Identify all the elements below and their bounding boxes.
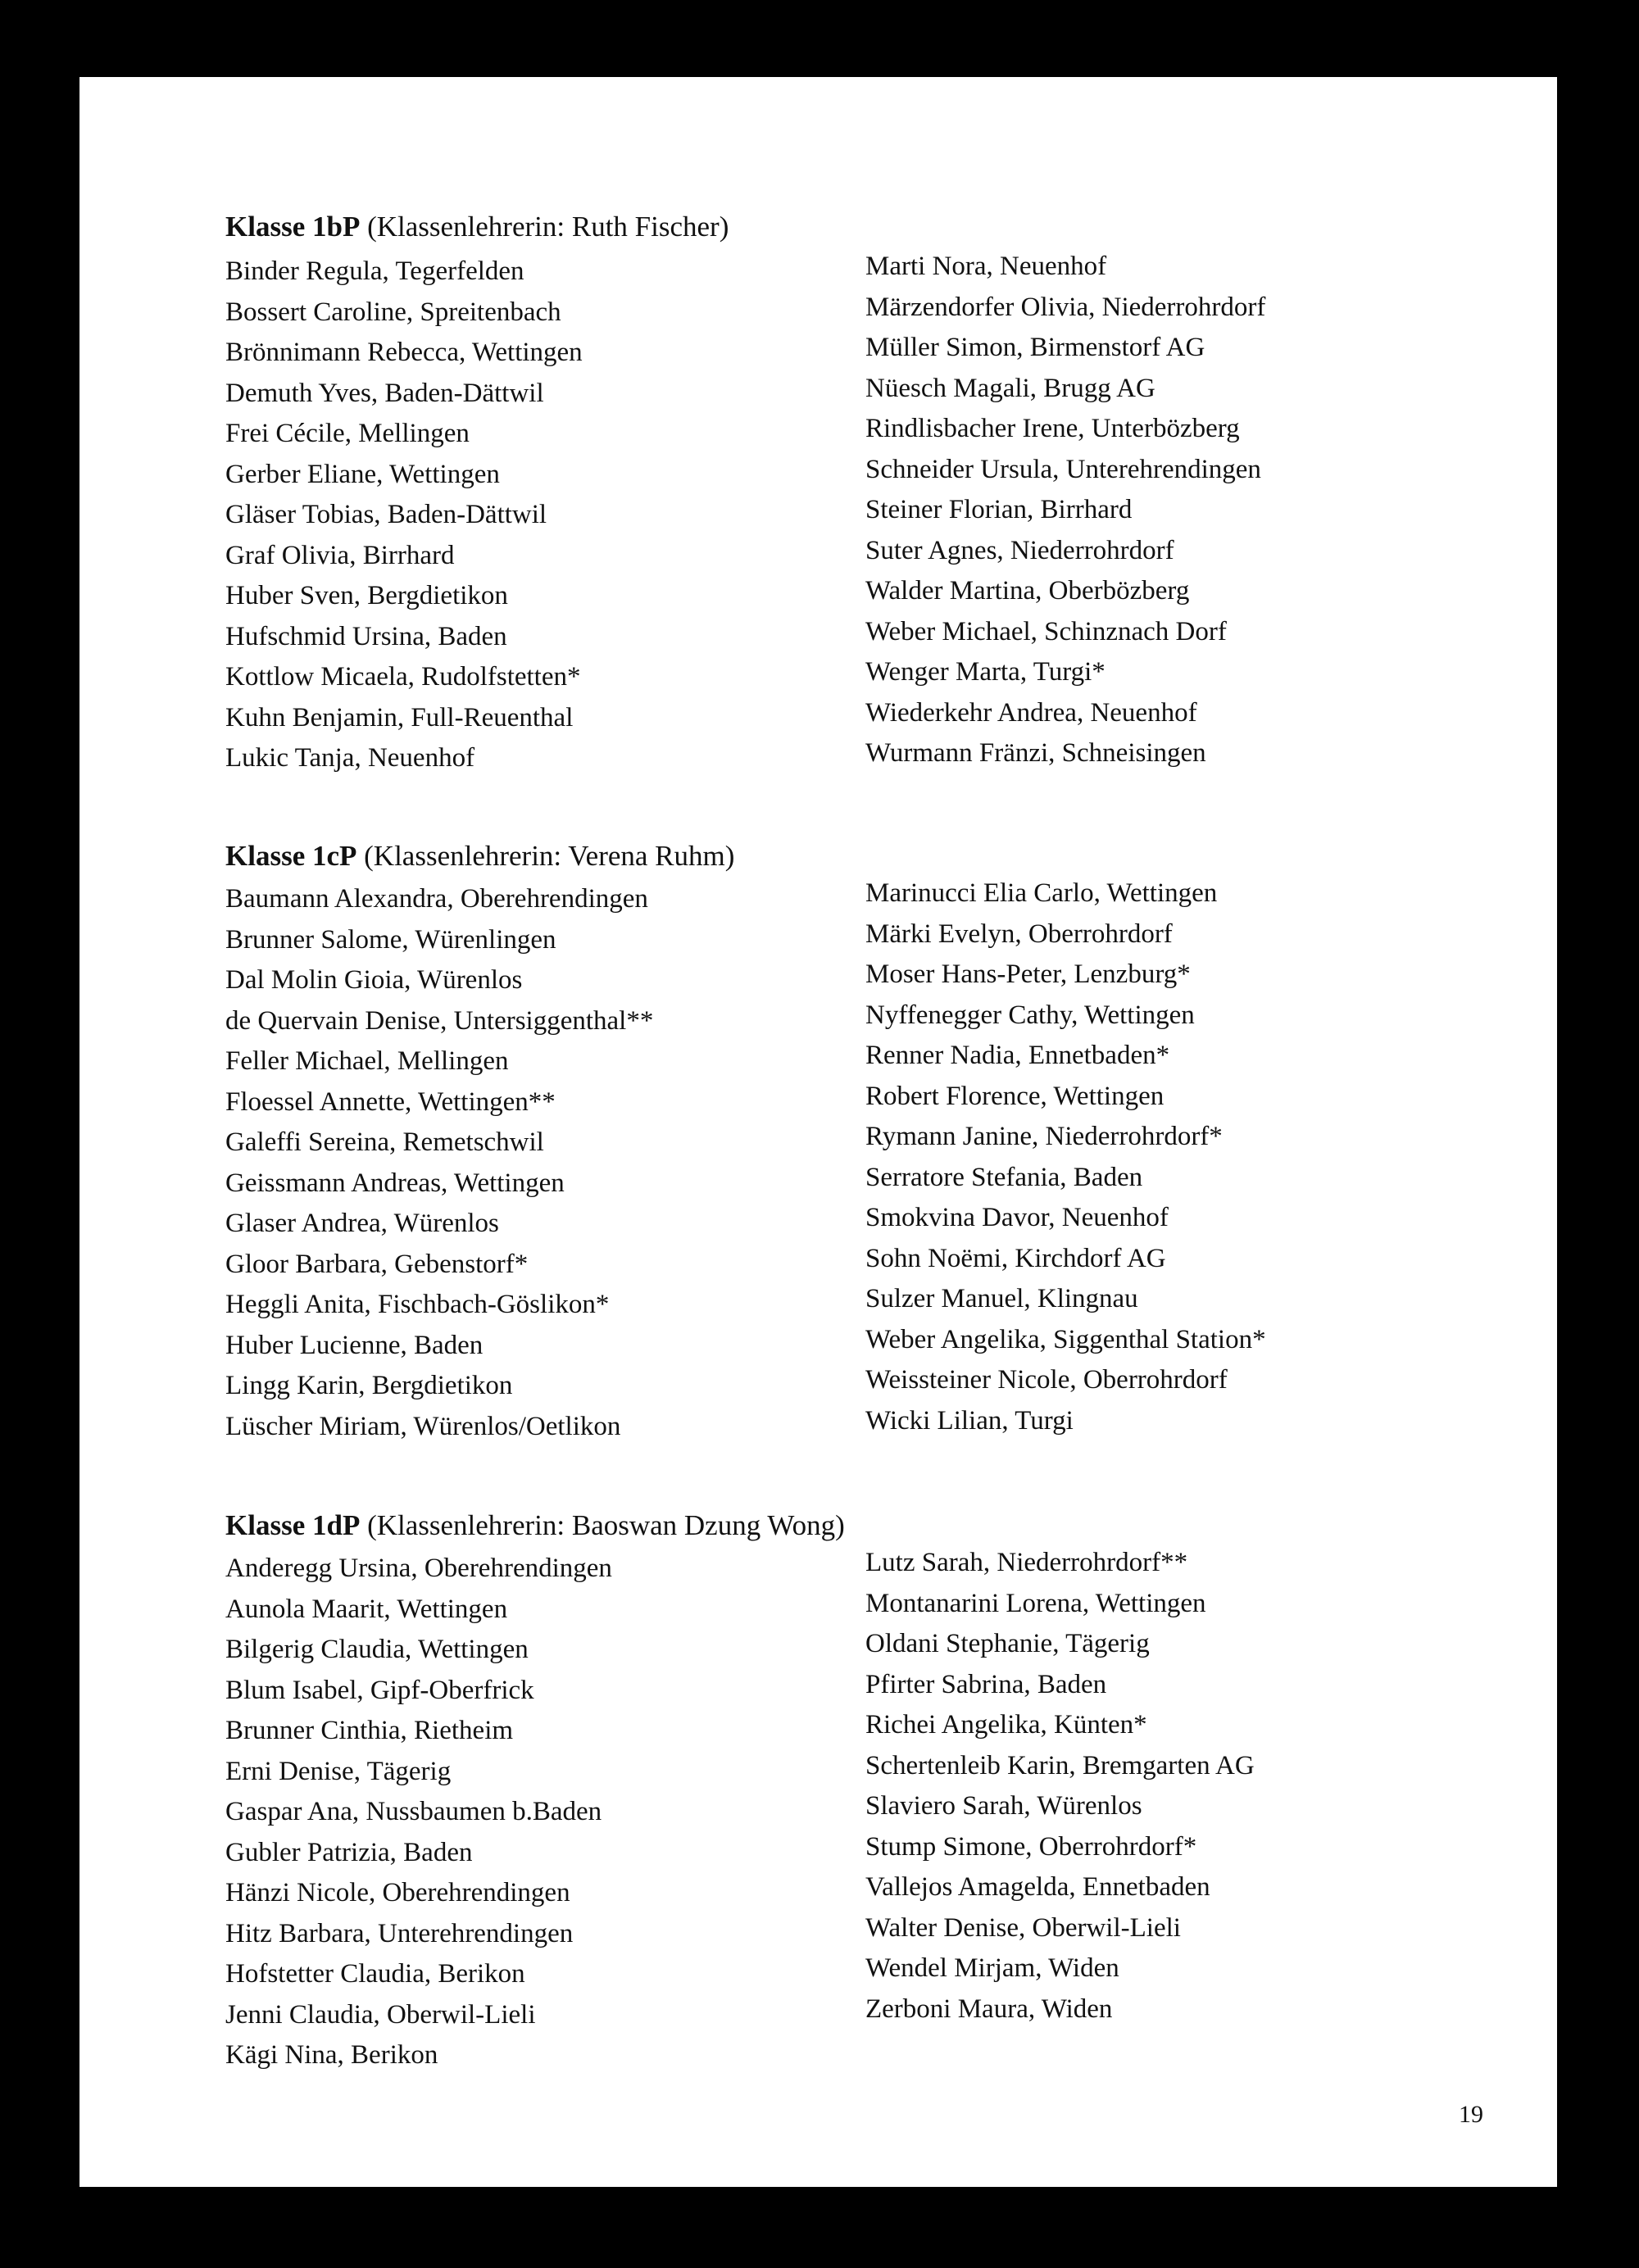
student-entry: Gaspar Ana, Nussbaumen b.Baden (225, 1797, 602, 1826)
student-entry: Erni Denise, Tägerig (225, 1756, 452, 1786)
student-entry: Stump Simone, Oberrohrdorf* (865, 1831, 1197, 1862)
student-entry: Bossert Caroline, Spreitenbach (225, 297, 561, 327)
student-entry: Huber Lucienne, Baden (225, 1330, 484, 1360)
student-entry: Wendel Mirjam, Widen (865, 1953, 1119, 1983)
student-entry: Walter Denise, Oberwil-Lieli (865, 1912, 1181, 1943)
student-entry: Weissteiner Nicole, Oberrohrdorf (865, 1365, 1228, 1395)
class-label: Klasse 1bP (225, 211, 361, 243)
student-entry: Weber Angelika, Siggenthal Station* (865, 1324, 1266, 1354)
student-entry: Huber Sven, Bergdietikon (225, 581, 508, 610)
student-entry: Kuhn Benjamin, Full-Reuenthal (225, 702, 574, 733)
student-entry: Rindlisbacher Irene, Unterbözberg (865, 414, 1240, 443)
student-list-left (225, 252, 583, 779)
student-entry: Sulzer Manuel, Klingnau (865, 1284, 1138, 1313)
student-list-left (225, 879, 653, 1447)
student-entry: Smokvina Davor, Neuenhof (865, 1203, 1169, 1232)
student-entry: Zerboni Maura, Widen (865, 1994, 1113, 2024)
student-entry: Robert Florence, Wettingen (865, 1081, 1165, 1111)
student-list-right (865, 873, 1266, 1441)
student-entry: Lüscher Miriam, Würenlos/Oetlikon (225, 1411, 621, 1441)
student-entry: Serratore Stefania, Baden (865, 1162, 1143, 1192)
student-entry: Blum Isabel, Gipf-Oberfrick (225, 1675, 534, 1705)
student-entry: Glaser Andrea, Würenlos (225, 1209, 499, 1238)
student-entry: Lukic Tanja, Neuenhof (225, 743, 475, 773)
student-list-right (865, 1543, 1255, 2030)
student-entry: Binder Regula, Tegerfelden (225, 256, 524, 286)
class-heading (225, 211, 729, 243)
student-entry: Graf Olivia, Birrhard (225, 540, 455, 570)
student-entry: Walder Martina, Oberbözberg (865, 576, 1190, 606)
student-entry: Brunner Salome, Würenlingen (225, 924, 556, 955)
student-entry: Steiner Florian, Birrhard (865, 495, 1133, 524)
student-entry: Hänzi Nicole, Oberehrendingen (225, 1878, 570, 1907)
class-teacher: (Klassenlehrerin: Baoswan Dzung Wong) (367, 1509, 845, 1541)
student-entry: Oldani Stephanie, Tägerig (865, 1629, 1150, 1658)
class-label: Klasse 1cP (225, 840, 357, 872)
student-entry: Nüesch Magali, Brugg AG (865, 373, 1155, 403)
student-entry: Wicki Lilian, Turgi (865, 1405, 1074, 1436)
student-entry: Montanarini Lorena, Wettingen (865, 1588, 1206, 1618)
student-entry: Marinucci Elia Carlo, Wettingen (865, 878, 1218, 908)
student-entry: Marti Nora, Neuenhof (865, 252, 1107, 281)
class-teacher: (Klassenlehrerin: Ruth Fischer) (367, 211, 729, 243)
student-entry: Gloor Barbara, Gebenstorf* (225, 1249, 529, 1279)
student-entry: Wenger Marta, Turgi* (865, 657, 1106, 687)
page-number: 19 (1459, 2101, 1483, 2128)
student-entry: Baumann Alexandra, Oberehrendingen (225, 884, 648, 914)
student-entry: Frei Cécile, Mellingen (225, 419, 470, 448)
class-teacher: (Klassenlehrerin: Verena Ruhm) (364, 840, 735, 872)
student-entry: Brunner Cinthia, Rietheim (225, 1716, 514, 1745)
student-entry: Kottlow Micaela, Rudolfstetten* (225, 662, 581, 692)
student-entry: Rymann Janine, Niederrohrdorf* (865, 1122, 1223, 1151)
student-entry: Sohn Noëmi, Kirchdorf AG (865, 1243, 1166, 1273)
student-entry: Brönnimann Rebecca, Wettingen (225, 338, 583, 367)
student-entry: Weber Michael, Schinznach Dorf (865, 616, 1227, 646)
student-entry: Pfirter Sabrina, Baden (865, 1669, 1107, 1699)
student-list-left (225, 1549, 612, 2076)
student-entry: Lingg Karin, Bergdietikon (225, 1371, 513, 1400)
student-entry: Schneider Ursula, Unterehrendingen (865, 454, 1261, 484)
student-entry: Heggli Anita, Fischbach-Göslikon* (225, 1290, 610, 1319)
student-entry: Märki Evelyn, Oberrohrdorf (865, 919, 1173, 949)
student-entry: Gubler Patrizia, Baden (225, 1837, 473, 1867)
student-entry: Müller Simon, Birmenstorf AG (865, 333, 1205, 362)
student-entry: Vallejos Amagelda, Ennetbaden (865, 1872, 1210, 1902)
class-heading (225, 1509, 845, 1542)
student-entry: Kägi Nina, Berikon (225, 2040, 438, 2070)
student-entry: Hitz Barbara, Unterehrendingen (225, 1918, 574, 1948)
student-entry: Hufschmid Ursina, Baden (225, 621, 507, 651)
student-entry: Lutz Sarah, Niederrohrdorf** (865, 1548, 1188, 1577)
student-entry: Jenni Claudia, Oberwil-Lieli (225, 1999, 536, 2030)
class-heading (225, 840, 734, 873)
student-entry: Hofstetter Claudia, Berikon (225, 1959, 525, 1989)
student-entry: Moser Hans-Peter, Lenzburg* (865, 959, 1191, 989)
student-entry: Feller Michael, Mellingen (225, 1046, 509, 1076)
document-page (79, 77, 1557, 2187)
student-entry: Demuth Yves, Baden-Dättwil (225, 378, 544, 408)
student-entry: Wurmann Fränzi, Schneisingen (865, 738, 1206, 768)
student-entry: de Quervain Denise, Untersiggenthal** (225, 1005, 654, 1036)
student-entry: Gläser Tobias, Baden-Dättwil (225, 500, 547, 529)
student-entry: Aunola Maarit, Wettingen (225, 1594, 508, 1624)
student-entry: Galeffi Sereina, Remetschwil (225, 1127, 544, 1157)
student-entry: Bilgerig Claudia, Wettingen (225, 1635, 529, 1664)
student-entry: Schertenleib Karin, Bremgarten AG (865, 1750, 1255, 1780)
student-entry: Renner Nadia, Ennetbaden* (865, 1041, 1170, 1070)
student-entry: Slaviero Sarah, Würenlos (865, 1791, 1142, 1821)
student-entry: Suter Agnes, Niederrohrdorf (865, 535, 1174, 565)
student-entry: Floessel Annette, Wettingen** (225, 1086, 556, 1117)
student-entry: Nyffenegger Cathy, Wettingen (865, 1000, 1195, 1030)
student-entry: Wiederkehr Andrea, Neuenhof (865, 697, 1197, 728)
class-label: Klasse 1dP (225, 1509, 361, 1541)
student-entry: Gerber Eliane, Wettingen (225, 459, 500, 489)
student-entry: Geissmann Andreas, Wettingen (225, 1168, 565, 1198)
student-entry: Anderegg Ursina, Oberehrendingen (225, 1554, 612, 1583)
student-entry: Märzendorfer Olivia, Niederrohrdorf (865, 292, 1266, 322)
student-entry: Dal Molin Gioia, Würenlos (225, 965, 523, 995)
student-entry: Richei Angelika, Künten* (865, 1710, 1147, 1740)
student-list-right (865, 247, 1265, 774)
